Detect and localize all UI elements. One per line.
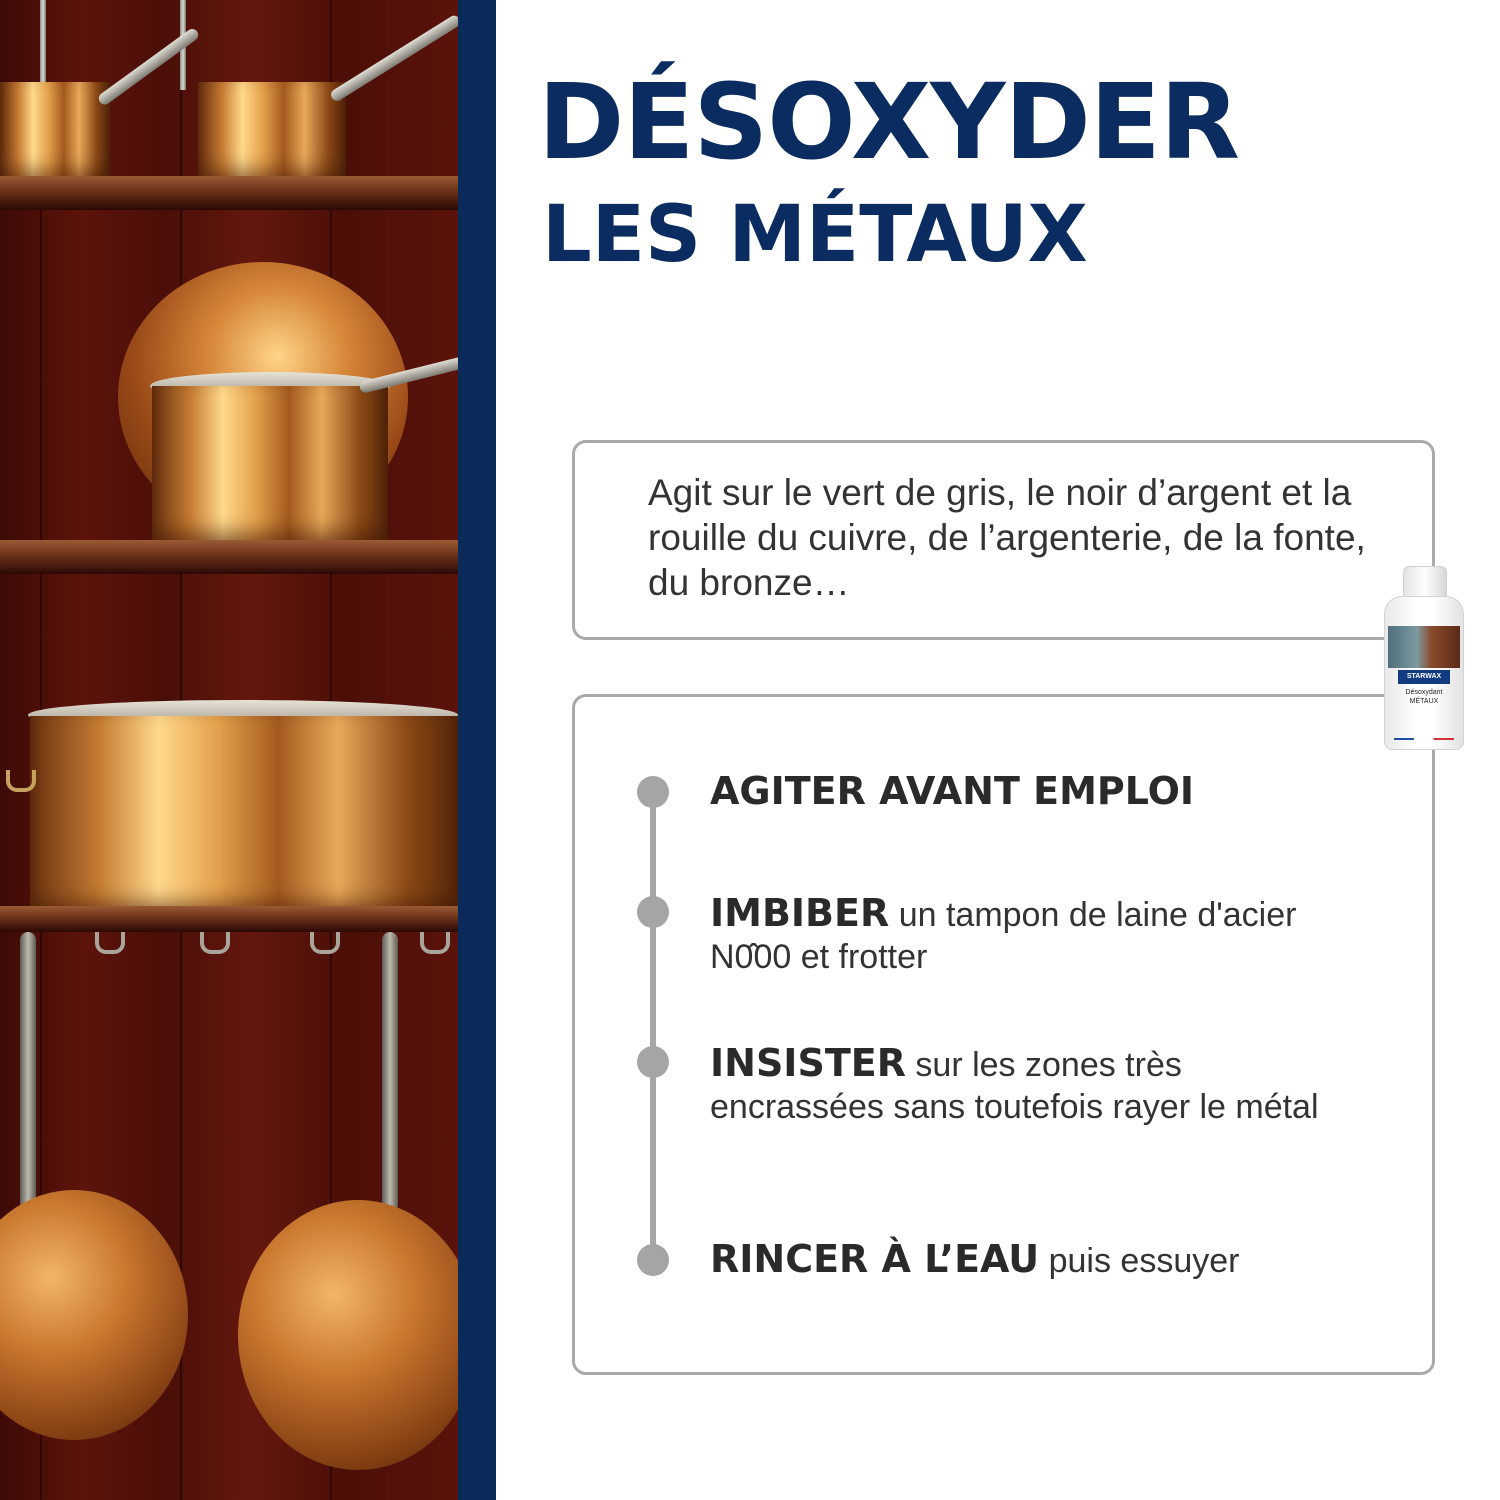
title-line-2: LES MÉTAUX [542,190,1088,280]
product-name-line-2: MÉTAUX [1409,698,1439,705]
step-2 [710,892,1350,978]
brand-logo: STARWAX [1398,670,1450,684]
pan-handle [382,932,398,1212]
copper-pot [0,82,110,180]
copper-stockpot [30,716,458,912]
wooden-shelf [0,906,458,932]
hanging-rod [40,0,46,90]
title-line-1: DÉSOXYDER [538,61,1239,183]
bottle-label-photo [1388,626,1460,668]
timeline-line [650,792,656,1262]
step-4-title: RINCER À L’EAU [710,1237,1040,1281]
copper-pot [198,82,346,180]
pan-handle [20,932,36,1232]
step-3-text: sur les zones très encrassées sans toutefois rayer le métal [710,1046,1319,1126]
product-bottle [1384,566,1464,750]
step-1-title: AGITER AVANT EMPLOI [710,769,1195,813]
timeline-dot [637,776,669,808]
copper-saucepan [152,386,388,542]
step-2-title: IMBIBER [710,891,890,935]
copper-pans-photo [0,0,458,1500]
product-name [1384,688,1464,706]
description-text: Agit sur le vert de gris, le noir d’argent et la rouille du cuivre, de l’argenterie, de la fonte, du bronze… [648,472,1366,603]
timeline-dot [637,1244,669,1276]
wooden-shelf [0,540,458,574]
step-3-title: INSISTER [710,1041,906,1085]
step-3 [710,1042,1350,1128]
timeline-dot [637,896,669,928]
timeline-dot [637,1046,669,1078]
step-4-text: puis essuyer [1039,1242,1240,1280]
flag-stripe [1394,738,1454,740]
navy-divider [458,0,496,1500]
copper-frying-pan [0,1190,188,1440]
wooden-shelf [0,176,458,210]
step-4 [710,1238,1350,1282]
step-2-text: un tampon de laine d'acier N0̂00 et frotter [710,896,1297,976]
step-1 [710,770,1350,814]
copper-frying-pan [238,1200,458,1470]
product-name-line-1: Désoxydant [1405,689,1443,696]
